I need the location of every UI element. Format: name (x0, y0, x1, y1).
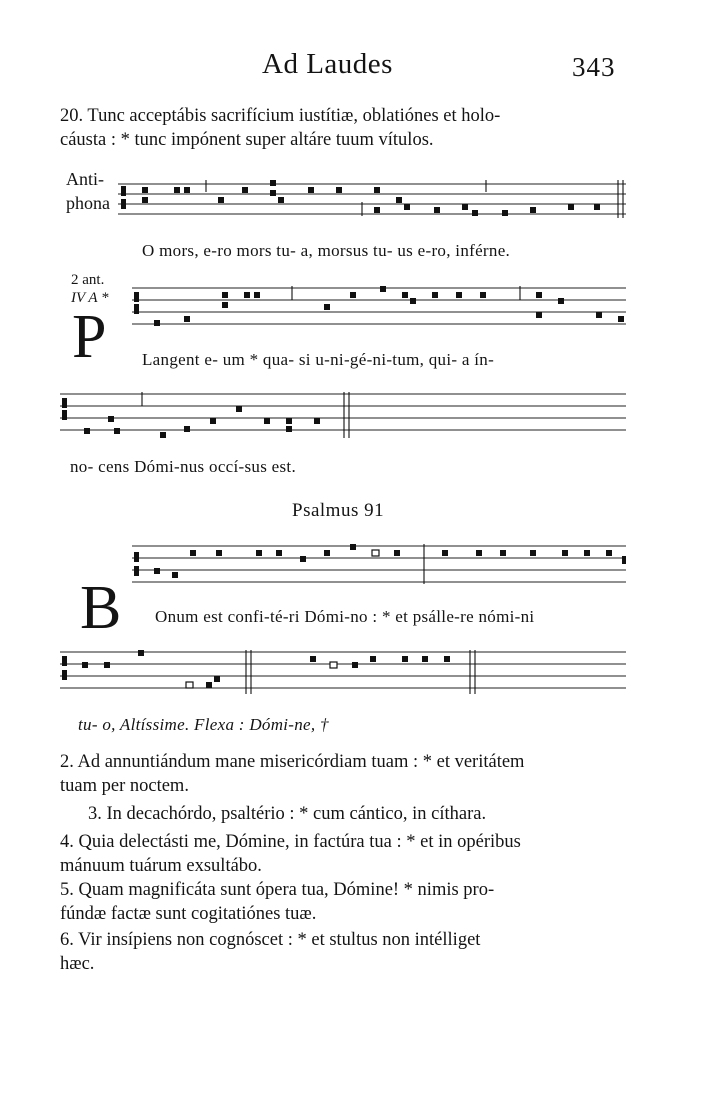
verse-6-line-1: 6. Vir insípiens non cognóscet : * et stultus non intélliget (60, 930, 481, 950)
antiphona-label-top: Anti- (66, 169, 104, 189)
verse-20-line-1: 20. Tunc acceptábis sacrifícium iustítiæ, oblatiónes et holo- (60, 106, 501, 126)
psalm-title: Psalmus 91 (292, 500, 385, 521)
psalm-initial: B (80, 574, 122, 642)
antiphona-label-bottom: phona (66, 193, 110, 213)
antiphon-2-initial: P (72, 303, 107, 371)
psalm-lyrics-line-2: tu- o, Altíssime. Flexa : Dómi-ne, † (78, 715, 329, 734)
antiphon-lyrics: O mors, e-ro mors tu- a, morsus tu- us e-ro, inférne. (142, 241, 511, 260)
verse-2-line-2: tuam per noctem. (60, 776, 189, 796)
verse-5-line-1: 5. Quam magnificáta sunt ópera tua, Dómine! * nimis pro- (60, 880, 495, 900)
chant-staff-psalm-line-1 (132, 544, 628, 590)
verse-3-line-1: 3. In decachórdo, psaltério : * cum cántico, in cíthara. (88, 804, 487, 824)
psalm-lyrics-line-1: Onum est confi-té-ri Dómi-no : * et psálle-re nómi-ni (155, 607, 535, 626)
chant-staff-antiphon-2-line-1 (132, 286, 628, 332)
verse-6-line-2: hæc. (60, 954, 95, 974)
page-number: 343 (572, 52, 616, 82)
verse-4-line-1: 4. Quia delectásti me, Dómine, in factúra tua : * et in opéribus (60, 832, 521, 852)
antiphon-2-mode: IV A * (71, 290, 109, 306)
chant-staff-psalm-line-2 (60, 650, 628, 698)
verse-2-line-1: 2. Ad annuntiándum mane misericórdiam tuam : * et veritátem (60, 752, 525, 772)
antiphon-2-lyrics-line-2: no- cens Dómi-nus occí-sus est. (70, 457, 297, 476)
antiphon-2-number: 2 ant. (71, 272, 105, 288)
chant-staff-antiphon (118, 180, 628, 226)
antiphon-2-lyrics-line-1: Langent e- um * qua- si u-ni-gé-ni-tum, qui- a ín- (142, 350, 495, 369)
page-header-title: Ad Laudes (262, 48, 393, 80)
verse-20-line-2: cáusta : * tunc impónent super altáre tuum vítulos. (60, 130, 434, 150)
chant-staff-antiphon-2-line-2 (60, 392, 628, 444)
verse-5-line-2: fúndæ factæ sunt cogitatiónes tuæ. (60, 904, 317, 924)
verse-4-line-2: mánuum tuárum exsultábo. (60, 856, 262, 876)
